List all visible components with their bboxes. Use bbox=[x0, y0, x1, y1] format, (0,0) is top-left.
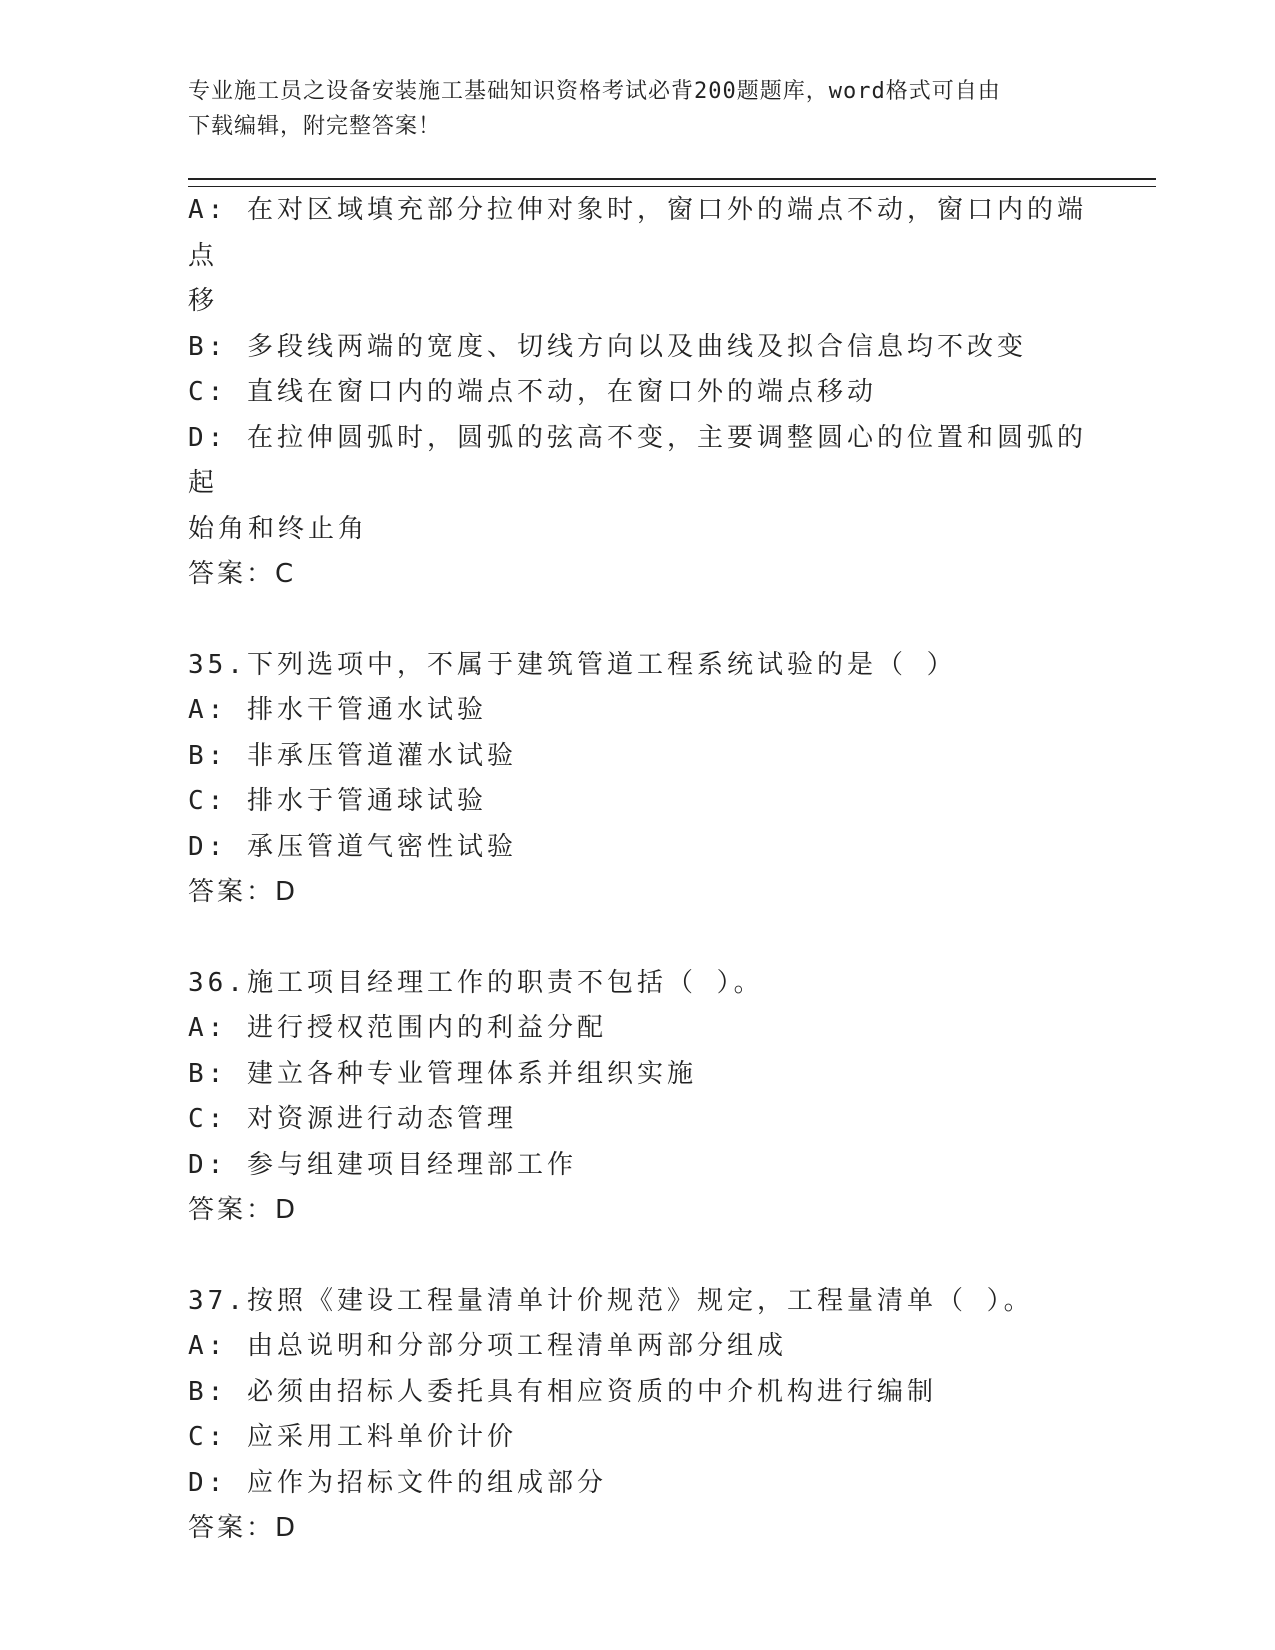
option-a: A: 进行授权范围内的利益分配 bbox=[188, 1013, 607, 1043]
question-stem: 36.施工项目经理工作的职责不包括（ ）。 bbox=[188, 967, 764, 998]
option-a-line-2: 移 bbox=[188, 286, 219, 316]
question-36 bbox=[188, 961, 1088, 1234]
question-list bbox=[188, 188, 1088, 1552]
question-stem: 35.下列选项中，不属于建筑管道工程系统试验的是（ ） bbox=[188, 649, 957, 680]
option-c: C: 应采用工料单价计价 bbox=[188, 1422, 517, 1452]
option-a: A: 由总说明和分部分项工程清单两部分组成 bbox=[188, 1331, 787, 1361]
option-d: D: 参与组建项目经理部工作 bbox=[188, 1149, 577, 1180]
answer-label: 答案： bbox=[188, 1195, 276, 1225]
question-stem: 37.按照《建设工程量清单计价规范》规定，工程量清单（ ）。 bbox=[188, 1285, 1034, 1316]
option-b: B: 非承压管道灌水试验 bbox=[188, 740, 517, 771]
option-a: A: 排水干管通水试验 bbox=[188, 695, 487, 725]
answer-value: D bbox=[275, 1195, 297, 1225]
option-c: C: 直线在窗口内的端点不动，在窗口外的端点移动 bbox=[188, 377, 877, 407]
option-a-line-1: A: 在对区域填充部分拉伸对象时，窗口外的端点不动，窗口内的端点 bbox=[188, 195, 1087, 271]
option-d-line-2: 始角和终止角 bbox=[188, 513, 369, 544]
option-d: D: 应作为招标文件的组成部分 bbox=[188, 1467, 607, 1498]
option-c: C: 对资源进行动态管理 bbox=[188, 1104, 517, 1134]
option-d: D: 承压管道气密性试验 bbox=[188, 831, 517, 862]
document-header bbox=[188, 74, 1068, 144]
answer bbox=[188, 870, 1088, 916]
answer-label: 答案： bbox=[188, 1513, 276, 1543]
answer-label: 答案： bbox=[188, 559, 276, 589]
answer-value: D bbox=[275, 1513, 297, 1543]
question-35 bbox=[188, 643, 1088, 916]
option-c: C: 排水于管通球试验 bbox=[188, 786, 487, 816]
question-34 bbox=[188, 188, 1088, 598]
question-37 bbox=[188, 1279, 1088, 1552]
answer-value: C bbox=[275, 559, 295, 589]
answer bbox=[188, 552, 1088, 598]
answer bbox=[188, 1188, 1088, 1234]
answer-value: D bbox=[275, 877, 297, 907]
header-line-1: 专业施工员之设备安装施工基础知识资格考试必背200题题库，word格式可自由 bbox=[188, 79, 1001, 104]
option-b: B: 建立各种专业管理体系并组织实施 bbox=[188, 1058, 697, 1089]
header-divider bbox=[188, 178, 1156, 187]
answer bbox=[188, 1506, 1088, 1552]
option-b: B: 多段线两端的宽度、切线方向以及曲线及拟合信息均不改变 bbox=[188, 331, 1027, 362]
option-b: B: 必须由招标人委托具有相应资质的中介机构进行编制 bbox=[188, 1376, 937, 1407]
answer-label: 答案： bbox=[188, 877, 276, 907]
option-d-line-1: D: 在拉伸圆弧时，圆弧的弦高不变，主要调整圆心的位置和圆弧的起 bbox=[188, 422, 1087, 498]
header-line-2: 下载编辑，附完整答案！ bbox=[188, 114, 442, 139]
